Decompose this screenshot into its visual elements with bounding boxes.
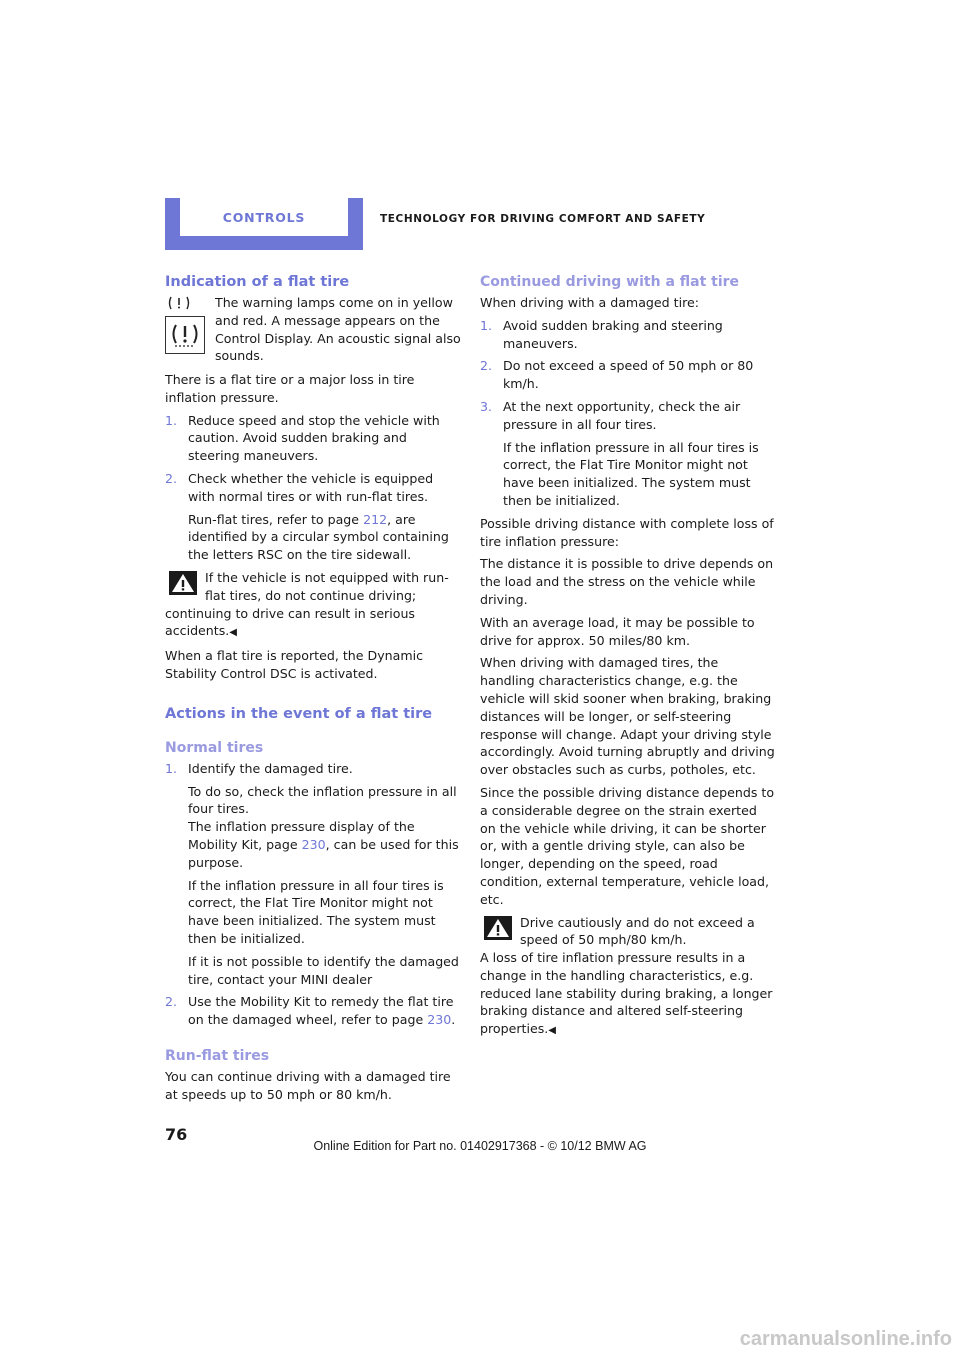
list-item [165, 470, 461, 506]
subtext-post: , can be used for this purpose. [188, 836, 459, 870]
list-number: 2. [165, 994, 178, 1010]
subtext-line: To do so, check the inflation pressure in all four tires. [188, 783, 457, 817]
left-column [165, 272, 461, 1109]
runflat-reference [165, 511, 461, 564]
list-item [165, 760, 461, 778]
cause-text: There is a flat tire or a major loss in tire inflation pressure. [165, 372, 415, 405]
header-tab [180, 198, 348, 236]
indication-heading: Indication of a flat tire [165, 274, 350, 290]
list-item [165, 412, 461, 465]
list-item [480, 398, 776, 434]
list-subtext [165, 783, 461, 872]
runflat-post: , are identified by a circular symbol containing the letters RSC on the tire sidewall. [188, 511, 449, 563]
lamp-description: The warning lamps come on in yellow and red. A message appears on the Control Display. An acoustic signal also sounds. [215, 295, 461, 364]
distance-depends: The distance it is possible to drive depends on the load and the stress on the vehicle while driving. [480, 556, 774, 607]
flat-tire-lamp-small-icon [167, 296, 191, 310]
list-text [188, 993, 461, 1029]
runflat-tires-heading: Run-flat tires [165, 1047, 270, 1064]
right-column [480, 272, 776, 1045]
list-subtext: If the inflation pressure in all four tires is correct, the Flat Tire Monitor might not have been initialized. The system must then be initialized. [188, 877, 444, 946]
runflat-pre: Run-flat tires, refer to page [188, 511, 364, 527]
strain-text: Since the possible driving distance depends to a considerable degree on the strain exerted on the vehicle while driving, it can be shorter or, with a gentle driving style, can also be longer, depending on the speed, road condition, external temperature, vehicle load, etc. [480, 784, 775, 907]
list-text-pre: Use the Mobility Kit to remedy the flat tire on the damaged wheel, refer to page [188, 994, 454, 1028]
dsc-text: When a flat tire is reported, the Dynamic Stability Control DSC is activated. [165, 648, 424, 681]
continued-intro: When driving with a damaged tire: [480, 295, 699, 310]
header-tab-label: CONTROLS [222, 209, 306, 225]
handling-text: When driving with damaged tires, the handling characteristics change, e.g. the vehicle will skid sooner when braking, braking distances will be longer, or self-steering response will change. Adapt your driving style accordingly. Avoid turning abruptly and driving over obstacles such as curbs, potholes, etc. [480, 655, 775, 778]
flat-tire-warning-lamp-icon [165, 316, 205, 354]
list-text: Do not exceed a speed of 50 mph or 80 km/h. [503, 358, 754, 392]
warning-note [480, 914, 776, 1041]
runflat-body: You can continue driving with a damaged tire at speeds up to 50 mph or 80 km/h. [165, 1068, 451, 1102]
list-item [165, 993, 461, 1029]
warning-triangle-icon [169, 571, 197, 595]
list-number: 1. [165, 760, 178, 776]
list-number: 1. [165, 412, 178, 428]
page-link-212[interactable]: 212 [363, 511, 388, 527]
warning-triangle-icon [484, 916, 512, 940]
subtext-pre: The inflation pressure display of the Mobility Kit, page [188, 819, 415, 852]
page-link-230[interactable]: 230 [301, 836, 326, 852]
list-subtext: If it is not possible to identify the damaged tire, contact your MINI dealer [188, 953, 459, 987]
warning-continued: A loss of tire inflation pressure results in a change in the handling characteristics, e.g. reduced lane stability during braking, a longer braking distance and altered self-steering properties. [480, 950, 773, 1037]
average-load: With an average load, it may be possible to drive for approx. 50 miles/80 km. [480, 614, 755, 648]
edition-line: Online Edition for Part no. 01402917368 - © 10/12 BMW AG [313, 1139, 647, 1153]
warning-text: If the vehicle is not equipped with run-flat tires, do not continue driving; continuing to drive can result in serious accidents. [165, 569, 449, 639]
lamp-block [165, 294, 461, 366]
section-title: TECHNOLOGY FOR DRIVING COMFORT AND SAFETY [380, 213, 706, 225]
list-number: 2. [480, 358, 493, 374]
list-subtext: If the inflation pressure in all four tires is correct, the Flat Tire Monitor might not have been initialized. The system must then be initialized. [503, 439, 759, 508]
list-number: 2. [165, 470, 178, 486]
end-mark: ◀ [548, 1025, 556, 1037]
page-number: 76 [165, 1125, 188, 1144]
page-link-230[interactable]: 230 [427, 1012, 452, 1028]
continued-driving-heading: Continued driving with a flat tire [480, 274, 740, 290]
normal-tires-heading: Normal tires [165, 739, 264, 756]
list-text: Reduce speed and stop the vehicle with caution. Avoid sudden braking and steering maneuvers. [188, 412, 440, 464]
watermark: carmanualsonline.info [739, 1328, 952, 1350]
list-number: 3. [480, 398, 493, 414]
actions-heading: Actions in the event of a flat tire [165, 705, 433, 722]
list-text-post: . [451, 1012, 456, 1028]
list-text: Identify the damaged tire. [188, 760, 353, 776]
warning-text: Drive cautiously and do not exceed a speed of 50 mph/80 km/h. [520, 914, 755, 948]
list-text: Avoid sudden braking and steering maneuvers. [503, 317, 723, 351]
list-item [480, 317, 776, 353]
list-item [480, 357, 776, 393]
list-number: 1. [480, 317, 493, 333]
list-text: At the next opportunity, check the air pressure in all four tires. [503, 398, 741, 432]
warning-note [165, 569, 461, 642]
distance-intro: Possible driving distance with complete loss of tire inflation pressure: [480, 515, 774, 549]
end-mark: ◀ [229, 627, 237, 639]
list-text: Check whether the vehicle is equipped with normal tires or with run-flat tires. [188, 470, 434, 504]
